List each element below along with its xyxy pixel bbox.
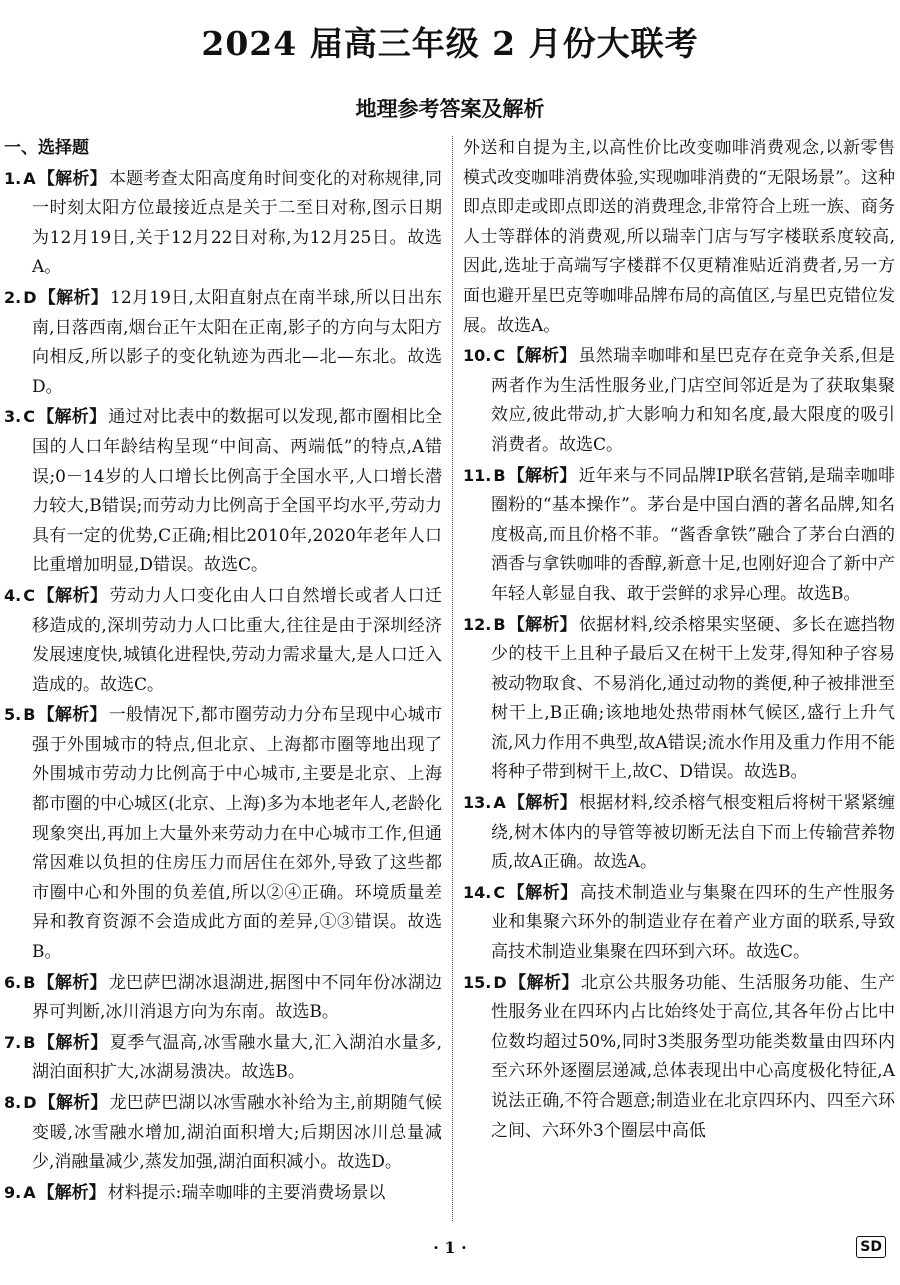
analysis-text: 根据材料,绞杀榕气根变粗后将树干紧紧缠绕,树木体内的导管等被切断无法自下而上传输营养物质,故A正确。故选A。 [491, 793, 896, 873]
answer-letter: C [493, 346, 506, 366]
analysis-text: 本题考查太阳高度角时间变化的对称规律,同一时刻太阳方位最接近点是关于二至日对称,图示日期为12月19日,关于12月22日对称,为12月25日。故选A。 [32, 168, 442, 278]
answer-item [463, 461, 895, 610]
edition-badge: SD [856, 1236, 886, 1258]
analysis-tag: 【解析】 [38, 287, 109, 308]
question-number: 4. [4, 585, 22, 605]
analysis-text: 虽然瑞幸咖啡和星巴克存在竞争关系,但是两者作为生活性服务业,门店空间邻近是为了获取集聚效应,彼此带动,扩大影响力和知名度,最大限度的吸引消费者。故选C。 [491, 346, 896, 455]
analysis-tag: 【解析】 [36, 407, 107, 428]
answer-letter: B [23, 1032, 36, 1052]
answer-letter: D [493, 972, 507, 992]
analysis-tag: 【解析】 [37, 1182, 106, 1203]
analysis-text: 材料提示:瑞幸咖啡的主要消费场景以 [107, 1182, 386, 1203]
question-number: 7. [4, 1032, 22, 1052]
answer-letter: C [23, 407, 35, 427]
question-number: 12. [463, 614, 492, 634]
question-number: 14. [463, 882, 492, 902]
answer-item [4, 1178, 442, 1209]
question-number: 9. [4, 1182, 22, 1202]
answer-item [463, 610, 895, 789]
document-title: 2024 届高三年级 2 月份大联考 [201, 24, 699, 63]
page-number: · 1 · [433, 1238, 467, 1257]
analysis-text: 高技术制造业与集聚在四环的生产性服务业和集聚六环外的制造业存在着产业方面的联系,导致高技术制造业集聚在四环到六环。故选C。 [491, 882, 896, 963]
question-number: 5. [4, 705, 22, 725]
answer-letter: C [493, 882, 506, 902]
answer-item [463, 968, 895, 1147]
answer-item [463, 878, 895, 968]
analysis-text: 12月19日,太阳直射点在南半球,所以日出东南,日落西南,烟台正午太阳在正南,影子的方向与太阳方向相反,所以影子的变化轨迹为西北—北—东北。故选D。 [32, 287, 442, 397]
analysis-text: 依据材料,绞杀榕果实坚硬、多长在遮挡物少的枝干上且种子最后又在树干上发芽,得知种子容易被动物取食、不易消化,通过动物的粪便,种子被排泄至树干上,B正确;该地地处热带雨林气候区,盛行上升气流,风力作用不典型,故A错误;流水作用及重力作用不能将种子带到树干上,故C、D错误。故选B。 [491, 614, 896, 783]
analysis-text: 近年来与不同品牌IP联名营销,是瑞幸咖啡圈粉的“基本操作”。茅台是中国白酒的著名品牌,知名度极高,而且价格不菲。“酱香拿铁”融合了茅台白酒的酒香与拿铁咖啡的香醇,新意十足,也刚好迎合了新中产年轻人彰显自我、敢于尝鲜的求异心理。故选B。 [491, 465, 896, 604]
answer-letter: B [493, 465, 506, 485]
analysis-text: 一般情况下,都市圈劳动力分布呈现中心城市强于外围城市的特点,但北京、上海都市圈等地出现了外围城市劳动力比例高于中心城市,主要是北京、上海都市圈的中心城区(北京、上海)多为本地老年人,老龄化现象突出,再加上大量外来劳动力在中心城市工作,但通常因难以负担的住房压力而居住在郊外,导致了这些都市圈中心和外围的负差值,所以②④正确。环境质量差异和教育资源不会造成此方面的差异,①③错误。故选B。 [32, 705, 443, 963]
analysis-tag: 【解析】 [36, 585, 108, 606]
answer-item [4, 1028, 442, 1088]
answer-item [4, 402, 442, 581]
analysis-text: 劳动力人口变化由人口自然增长或者人口迁移造成的,深圳劳动力人口比重大,往往是由于深圳经济发展速度快,城镇化进程快,劳动力需求量大,是人口迁入造成的。故选C。 [32, 585, 443, 695]
analysis-tag: 【解析】 [37, 705, 107, 726]
answer-letter: D [23, 1093, 37, 1112]
analysis-tag: 【解析】 [507, 465, 577, 486]
answer-item [4, 283, 442, 402]
answer-item [463, 341, 895, 460]
analysis-text: 外送和自提为主,以高性价比改变咖啡消费观念,以新零售模式改变咖啡消费体验,实现咖啡消费的“无限场景”。这种即点即走或即点即送的消费理念,非常符合上班一族、商务人士等群体的消费观,所以瑞幸门店与写字楼联系度较高,因此,选址于高端写字楼群不仅更精准贴近消费者,另一方面也避开星巴克等咖啡品牌布局的高值区,与星巴克错位发展。故选A。 [463, 138, 895, 336]
answer-item [4, 581, 442, 700]
analysis-tag: 【解析】 [37, 168, 107, 189]
question-number: 6. [4, 972, 22, 992]
answer-item [463, 788, 895, 878]
answer-letter: A [23, 168, 36, 188]
question-number: 3. [4, 407, 22, 427]
answer-item [4, 968, 442, 1028]
answer-item [4, 700, 442, 967]
left-column [4, 134, 442, 1208]
question-number: 2. [4, 287, 22, 307]
answer-item [4, 164, 442, 283]
analysis-text: 夏季气温高,冰雪融水量大,汇入湖泊水量多,湖泊面积扩大,冰湖易溃决。故选B。 [32, 1032, 443, 1083]
answer-letter: A [23, 1182, 36, 1202]
answer-letter: B [493, 614, 506, 634]
answer-letter: C [23, 585, 35, 605]
question-number: 1. [4, 168, 22, 188]
answer-letter: A [493, 793, 506, 813]
section-title: 一、选择题 [4, 138, 89, 158]
document-subtitle: 地理参考答案及解析 [355, 96, 545, 121]
analysis-tag: 【解析】 [37, 1032, 108, 1053]
answer-letter: D [23, 287, 37, 307]
analysis-text: 北京公共服务功能、生活服务功能、生产性服务业在四环内占比始终处于高位,其各年份占比中位数均超过50%,同时3类服务型功能类数量由四环内至六环外逐圈层递减,总体表现出中心高度极化特征,A说法正确,不符合题意;制造业在北京四环内、四至六环之间、六环外3个圈层中高低 [491, 972, 896, 1141]
analysis-tag: 【解析】 [38, 1093, 108, 1113]
question-number: 13. [463, 793, 492, 813]
right-column [463, 134, 895, 1146]
analysis-tag: 【解析】 [507, 882, 578, 903]
analysis-text: 通过对比表中的数据可以发现,都市圈相比全国的人口年龄结构呈现“中间高、两端低”的特点,A错误;0－14岁的人口增长比例高于全国水平,人口增长潜力较大,B错误;而劳动力比例高于全国平均水平,劳动力具有一定的优势,C正确;相比2010年,2020年老年人口比重增加明显,D错误。故选C。 [32, 407, 443, 576]
column-divider [452, 136, 453, 1221]
question-number: 8. [4, 1093, 22, 1112]
answer-letter: B [23, 705, 36, 725]
analysis-tag: 【解析】 [37, 972, 107, 993]
analysis-text: 龙巴萨巴湖冰退湖进,据图中不同年份冰湖边界可判断,冰川消退方向为东南。故选B。 [32, 972, 443, 1023]
question-number: 11. [463, 465, 492, 485]
question-number: 15. [463, 972, 492, 992]
answer-letter: B [23, 972, 36, 992]
analysis-text: 龙巴萨巴湖以冰雪融水补给为主,前期随气候变暖,冰雪融水增加,湖泊面积增大;后期因冰川总量减少,消融量减少,蒸发加强,湖泊面积减小。故选D。 [32, 1093, 442, 1173]
answer-item [4, 1088, 442, 1178]
analysis-tag: 【解析】 [507, 793, 578, 814]
answer-item [463, 134, 895, 341]
analysis-tag: 【解析】 [507, 614, 577, 635]
question-number: 10. [463, 346, 492, 366]
analysis-tag: 【解析】 [507, 346, 577, 367]
analysis-tag: 【解析】 [508, 972, 579, 993]
